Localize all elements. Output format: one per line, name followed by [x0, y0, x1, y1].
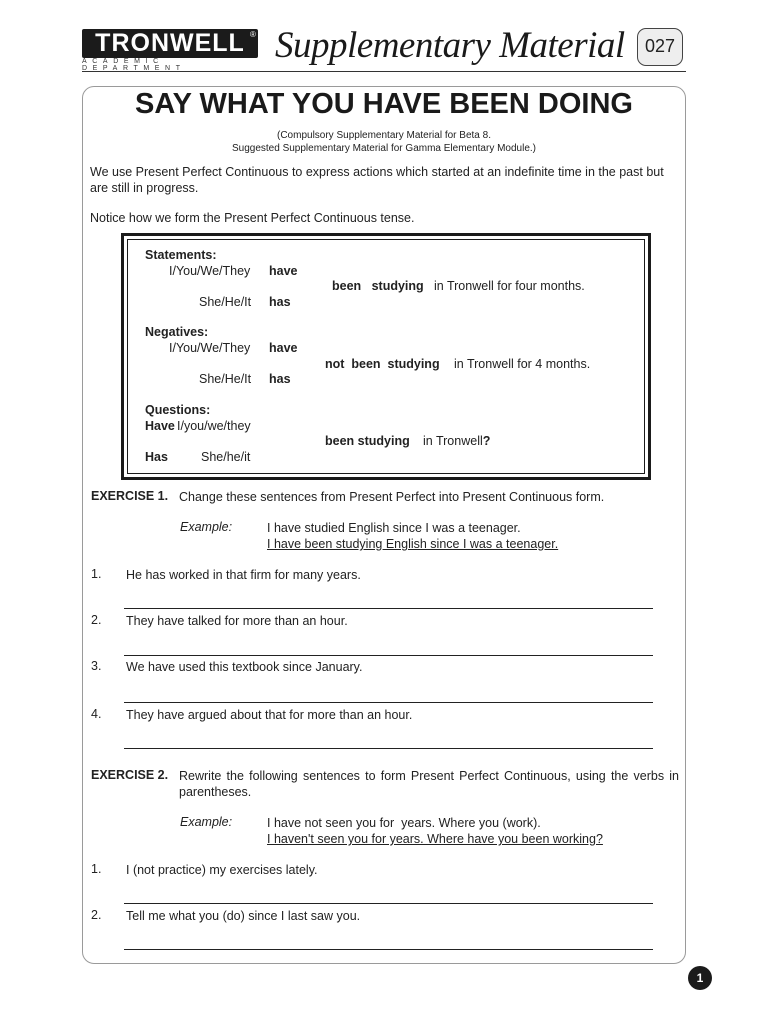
negatives-rest: in Tronwell for 4 months.: [454, 357, 591, 371]
exercise-1-item-number: 1.: [91, 567, 102, 581]
exercise-1-item-text: They have argued about that for more than an hour.: [126, 708, 413, 722]
exercise-1-instruction: Change these sentences from Present Perfect into Present Continuous form.: [179, 490, 605, 504]
registered-mark: ®: [250, 30, 256, 39]
questions-aux-have: Have: [145, 419, 175, 433]
header-divider: [82, 71, 686, 72]
exercise-1-example-answer: I have been studying English since I was a teenager.: [267, 537, 559, 551]
notice-paragraph: Notice how we form the Present Perfect Continuous tense.: [90, 211, 415, 225]
header-title: Supplementary Material: [275, 25, 625, 66]
answer-line[interactable]: [124, 608, 653, 609]
questions-heading: Questions:: [145, 403, 211, 417]
questions-rest-text: in Tronwell: [423, 434, 483, 448]
exercise-2-item-number: 1.: [91, 862, 102, 876]
questions-subject-singular: She/he/it: [201, 450, 251, 464]
exercise-2-example-answer: I haven't seen you for years. Where have you been working?: [267, 832, 603, 846]
intro-paragraph: We use Present Perfect Continuous to express actions which started at an indefinite time in the past but are still in progress.: [90, 165, 664, 195]
answer-line[interactable]: [124, 903, 653, 904]
statements-rest: in Tronwell for four months.: [434, 279, 585, 293]
page-number: 1: [688, 966, 712, 990]
questions-rest: [423, 434, 490, 448]
exercise-2-example-question: I have not seen you for years. Where you (work).: [267, 816, 541, 830]
exercise-2-item-number: 2.: [91, 908, 102, 922]
questions-verb: been studying: [325, 434, 410, 448]
statements-heading: Statements:: [145, 248, 217, 262]
exercise-2-item-text: Tell me what you (do) since I last saw you.: [126, 909, 361, 923]
exercise-1-label: EXERCISE 1.: [91, 489, 169, 503]
exercise-1-item-text: We have used this textbook since January.: [126, 660, 363, 674]
negatives-verb: not been studying: [325, 357, 440, 371]
negatives-subject-plural: I/You/We/They: [169, 341, 251, 355]
exercise-2-item-text: I (not practice) my exercises lately.: [126, 863, 318, 877]
negatives-heading: Negatives:: [145, 325, 209, 339]
exercise-1-item-number: 4.: [91, 707, 102, 721]
exercise-1-example-label: Example:: [180, 520, 233, 534]
exercise-1-example-question: I have studied English since I was a teenager.: [267, 521, 521, 535]
statements-verb: been studying: [332, 279, 424, 293]
exercise-2-example-label: Example:: [180, 815, 233, 829]
statements-subject-singular: She/He/It: [199, 295, 252, 309]
answer-line[interactable]: [124, 702, 653, 703]
exercise-1-item-number: 3.: [91, 659, 102, 673]
subnote: [82, 129, 686, 155]
answer-line[interactable]: [124, 748, 653, 749]
negatives-aux-have: have: [269, 341, 298, 355]
exercise-1-item-text: They have talked for more than an hour.: [126, 614, 348, 628]
exercise-1-item-text: He has worked in that firm for many years.: [126, 568, 361, 582]
subnote-line-2: Suggested Supplementary Material for Gamma Elementary Module.): [231, 143, 537, 154]
question-mark: ?: [482, 434, 491, 448]
page-title: SAY WHAT YOU HAVE BEEN DOING: [135, 88, 633, 120]
statements-aux-have: have: [269, 264, 298, 278]
questions-aux-has: Has: [145, 450, 168, 464]
exercise-2-instruction: Rewrite the following sentences to form Present Perfect Continuous, using the verbs in parentheses.: [179, 769, 679, 799]
subnote-line-1: (Compulsory Supplementary Material for Beta 8.: [277, 130, 491, 141]
material-code-badge: 027: [637, 28, 683, 66]
statements-aux-has: has: [269, 295, 291, 309]
questions-subject-plural: I/you/we/they: [177, 419, 251, 433]
logo-subtitle: ACADEMIC DEPARTMENT: [82, 58, 186, 72]
exercise-1-item-number: 2.: [91, 613, 102, 627]
statements-subject-plural: I/You/We/They: [169, 264, 251, 278]
answer-line[interactable]: [124, 655, 653, 656]
negatives-aux-has: has: [269, 372, 291, 386]
exercise-2-label: EXERCISE 2.: [91, 768, 169, 782]
negatives-subject-singular: She/He/It: [199, 372, 252, 386]
tronwell-logo: TRONWELL: [82, 29, 258, 58]
answer-line[interactable]: [124, 949, 653, 950]
